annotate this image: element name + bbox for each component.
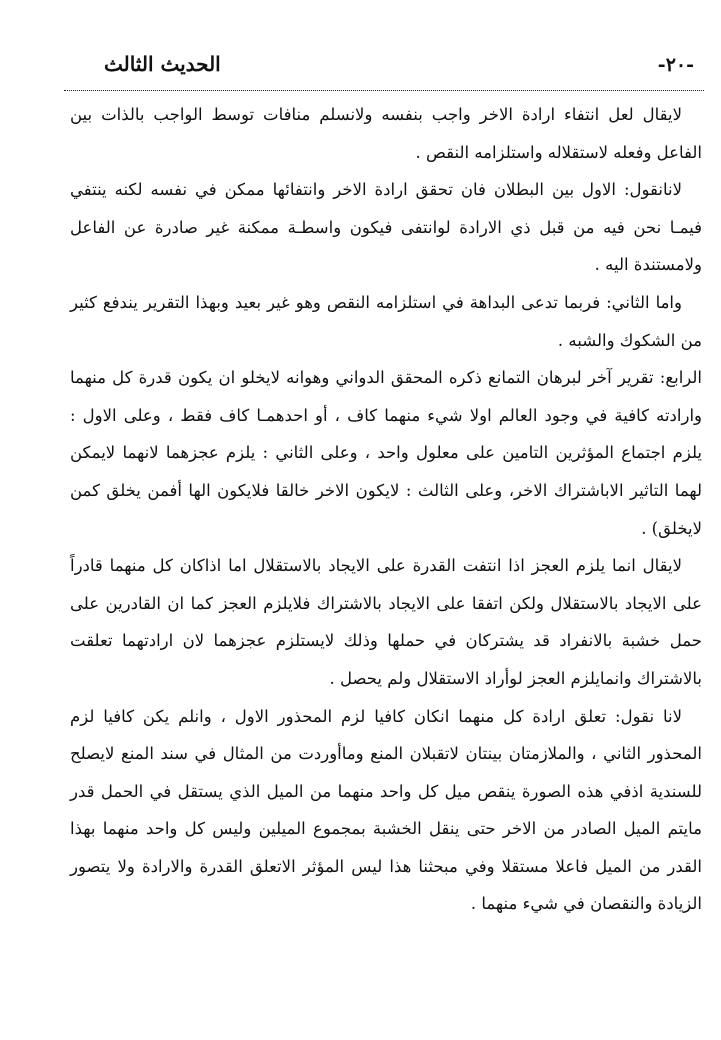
page-header bbox=[60, 50, 700, 84]
paragraph: لانانقول: الاول بين البطلان فان تحقق ارادة الاخر وانتفائها ممكن في نفسه لكنه ينتفي فيمـا نحن فيه من قبل ذي الارادة لوانتفى فيكون واسطـة ممكنة غير صادرة عن الفاعل ولامستندة اليه . bbox=[70, 180, 702, 275]
header-divider bbox=[64, 90, 704, 91]
paragraph: لانا نقول: تعلق ارادة كل منهما انكان كافيا لزم المحذور الاول ، وانلم يكن كافيا لزم المحذور الثاني ، والملازمتان بينتان لاتقبلان المنع وماأوردت من المثال في سند المنع لايصلح للسندية اذفي هذه الصورة ينقص ميل كل واحد منهما من الميل الذي يستقل في الحمل قدر مايتم الميل الصادر من الاخر حتى ينقل الخشبة بمجموع الميلين وليس كل واحد منهما بهذا القدر من الميل فاعلا مستقلا وفي مبحثنا هذا ليس المؤثر الاتعلق القدرة والارادة ولا يتصور الزيادة والنقصان في شيء منهما . bbox=[70, 706, 702, 914]
body-text bbox=[70, 96, 702, 923]
running-title: الحديث الثالث bbox=[104, 52, 221, 76]
paragraph: الرابع: تقرير آخر لبرهان التمانع ذكره المحقق الدواني وهوانه لايخلو ان يكون قدرة كل منهما وارادته كافية في وجود العالم اولا شيء منهما كاف ، أو احدهمـا كاف فقط ، وعلى الاول : يلزم اجتماع المؤثرين التامين على معلول واحد ، وعلى الثاني : يلزم عجزهما لانهما لايمكن لهما التاثير الاباشتراك الاخر، وعلى الثالث : لايكون الاخر خالقا فلايكون الها أفمن يخلق كمن لايخلق) . bbox=[70, 368, 702, 538]
page-number: -٢٠- bbox=[657, 54, 694, 76]
paragraph: لايقال انما يلزم العجز اذا انتفت القدرة على الايجاد بالاستقلال اما اذاكان كل منهما قادراً على الايجاد بالاستقلال ولكن اتفقا على الايجاد بالاشتراك فلايلزم العجز كما ان القادرين على حمل خشبة بالانفراد قد يشتركان في حملها وذلك لايستلزم عجزهما لان ارادتهما تعلقت بالاشتراك وانمايلزم العجز لوأراد الاستقلال ولم يحصل . bbox=[70, 556, 702, 688]
paragraph: واما الثاني: فربما تدعى البداهة في استلزامه النقص وهو غير بعيد وبهذا التقرير يندفع كثير من الشكوك والشبه . bbox=[70, 292, 702, 350]
paragraph: لايقال لعل انتفاء ارادة الاخر واجب بنفسه ولانسلم منافات توسط الواجب بالذات بين الفاعل وفعله لاستقلاله واستلزامه النقص . bbox=[70, 105, 702, 162]
